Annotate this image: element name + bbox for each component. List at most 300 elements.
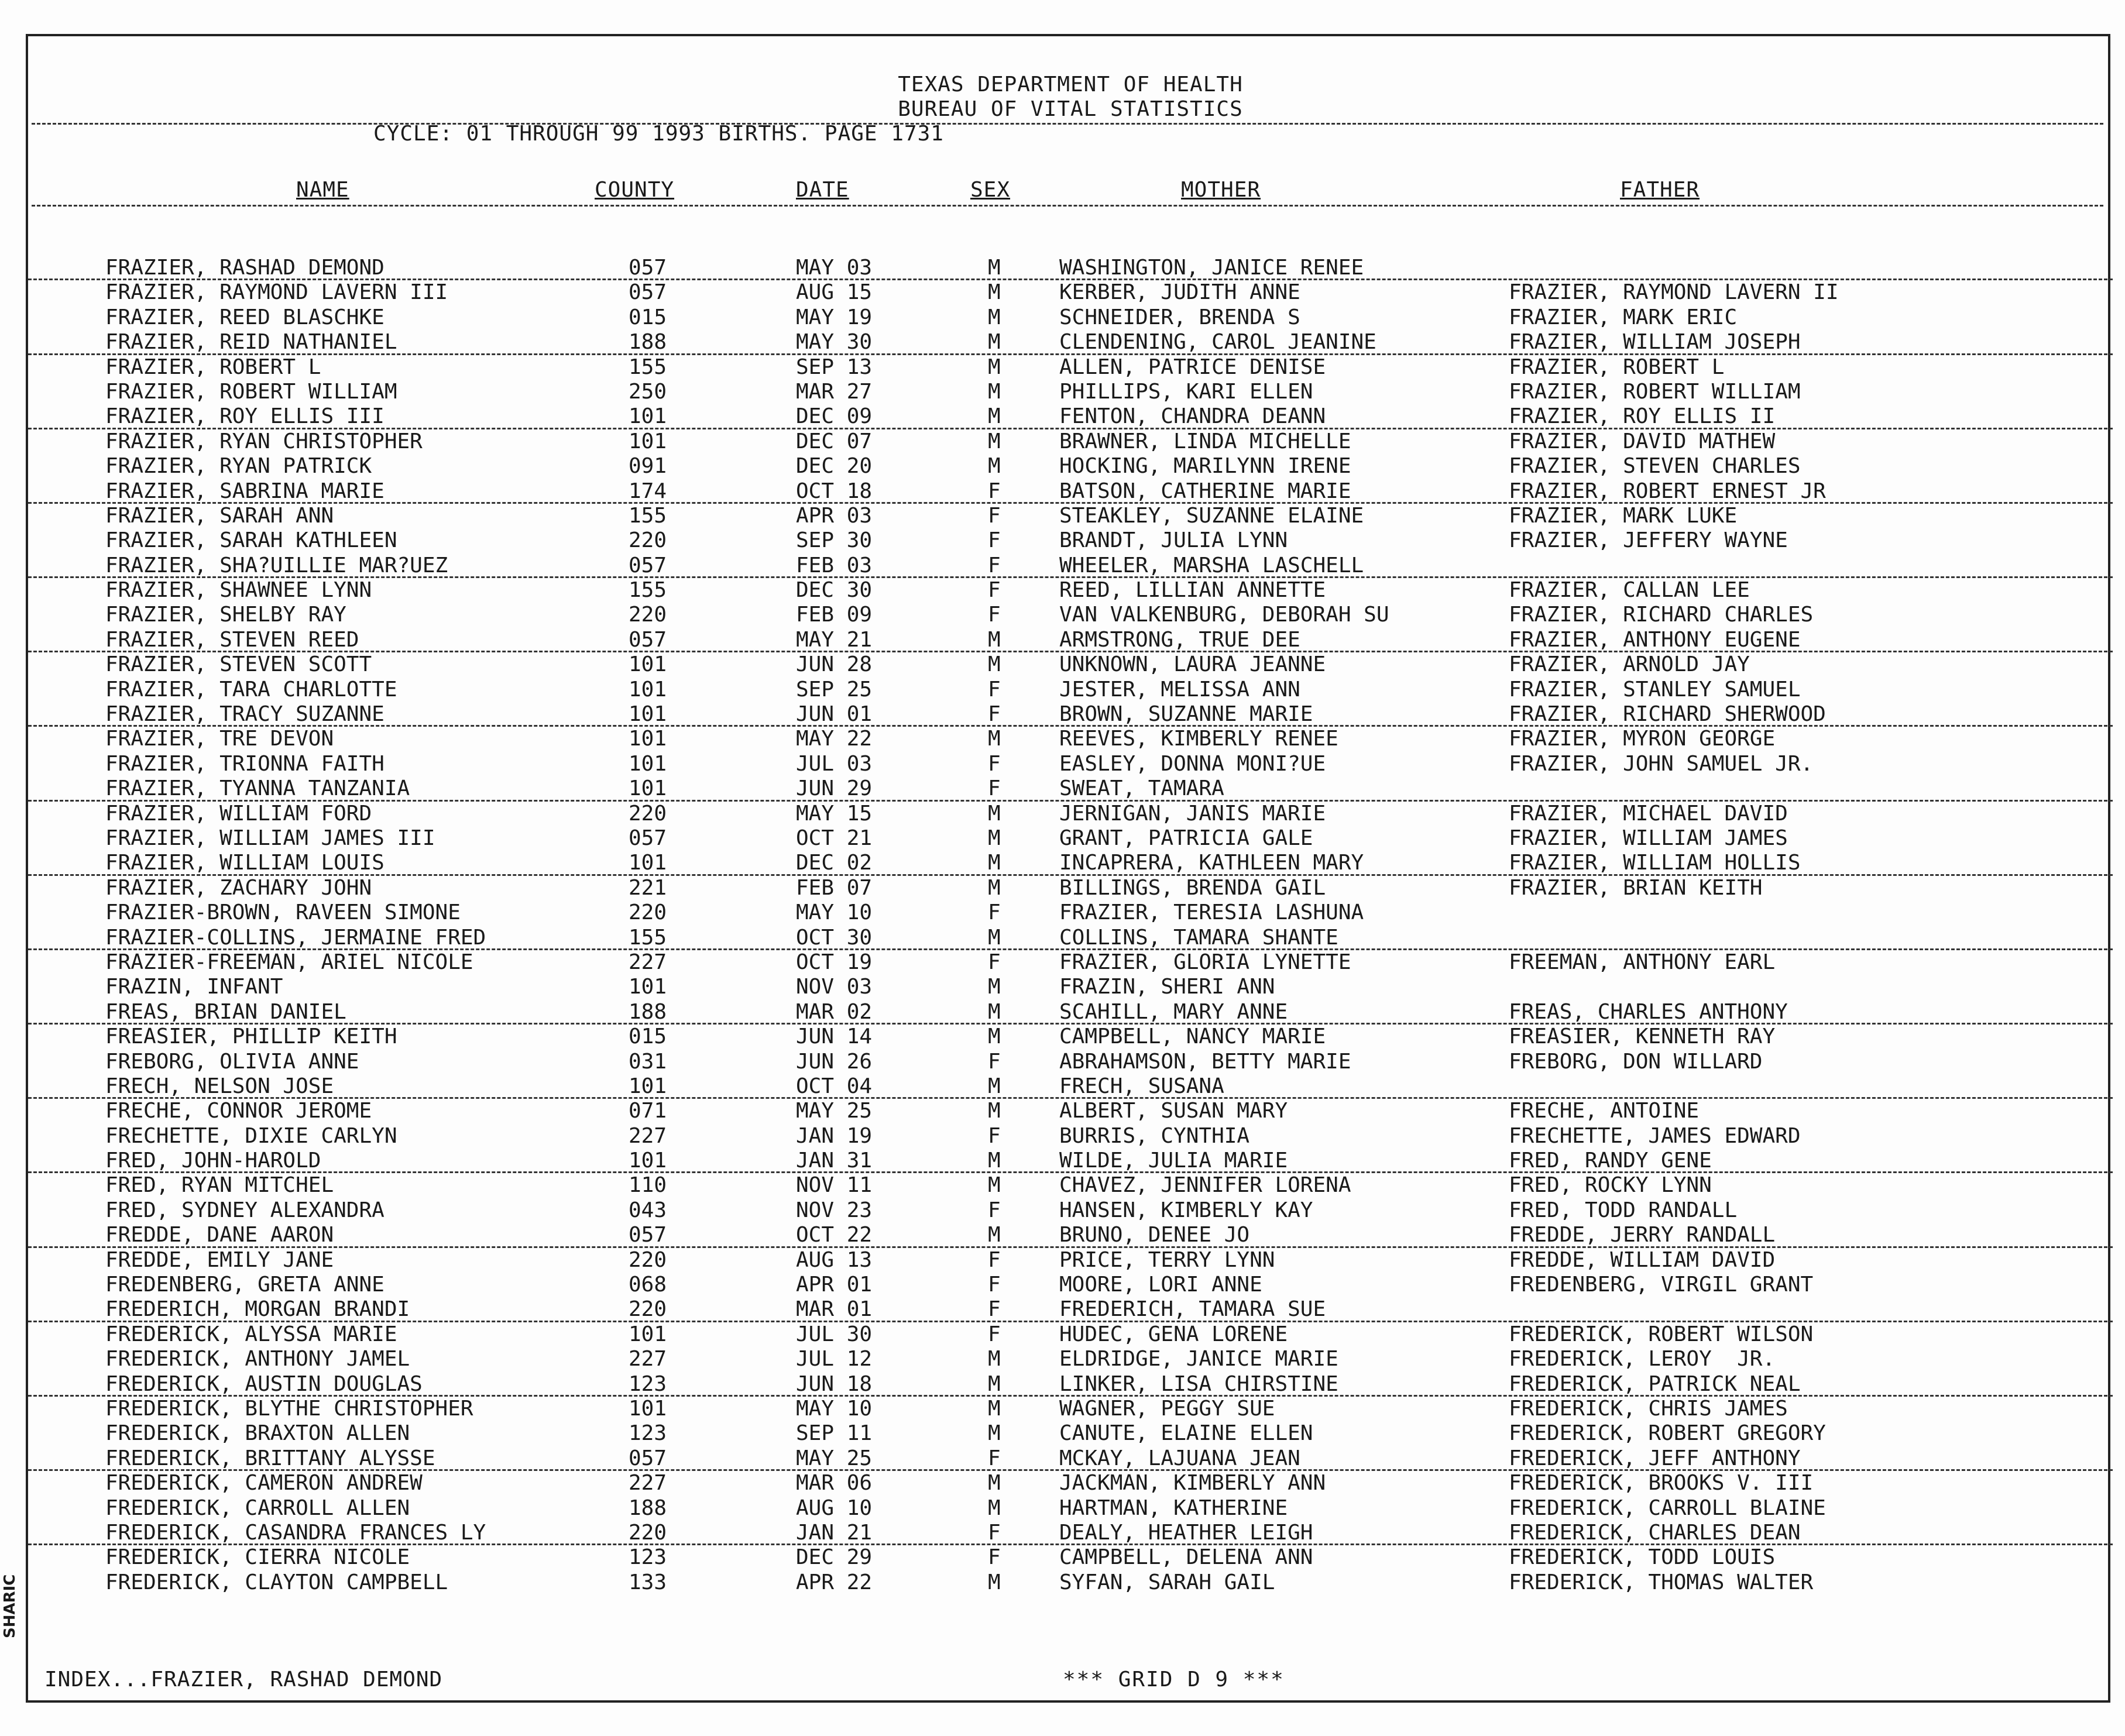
record-sex: F [988, 950, 1001, 974]
record-father: FREBORG, DON WILLARD [1509, 1049, 1763, 1074]
record-mother: FRAZIER, TERESIA LASHUNA [1059, 900, 1364, 925]
record-father: FRAZIER, CALLAN LEE [1509, 578, 1750, 603]
record-date: MAY 25 [796, 1446, 873, 1470]
record-row [28, 926, 2113, 950]
record-county: 220 [629, 528, 667, 553]
record-mother: WASHINGTON, JANICE RENEE [1059, 256, 1364, 280]
record-father: FRAZIER, RICHARD SHERWOOD [1509, 702, 1826, 727]
record-date: MAR 02 [796, 999, 873, 1024]
record-county: 057 [629, 627, 667, 652]
record-row [28, 1223, 2113, 1247]
record-name: FRAZIN, INFANT [105, 975, 283, 999]
record-date: JUL 12 [796, 1347, 873, 1371]
record-name: FREDERICK, ANTHONY JAMEL [105, 1347, 410, 1371]
record-date: SEP 25 [796, 677, 873, 702]
record-county: 220 [629, 1247, 667, 1272]
record-name: FRAZIER, TYANNA TANZANIA [105, 776, 410, 801]
record-date: JAN 31 [796, 1149, 873, 1173]
record-sex: M [988, 1149, 1001, 1173]
record-row [28, 900, 2113, 925]
record-name: FRAZIER, STEVEN REED [105, 627, 359, 652]
record-row [28, 1297, 2113, 1322]
record-father: FRECHETTE, JAMES EDWARD [1509, 1123, 1801, 1148]
record-date: AUG 13 [796, 1247, 873, 1272]
record-sex: M [988, 826, 1001, 850]
record-mother: FREDERICH, TAMARA SUE [1059, 1297, 1326, 1322]
record-mother: SCHNEIDER, BRENDA S [1059, 305, 1300, 329]
record-name: FRAZIER, WILLIAM LOUIS [105, 851, 385, 875]
record-county: 101 [629, 751, 667, 776]
record-mother: GRANT, PATRICIA GALE [1059, 826, 1313, 850]
record-row [28, 851, 2113, 875]
record-county: 057 [629, 1446, 667, 1470]
record-sex: M [988, 305, 1001, 329]
record-father: FREDERICK, CHRIS JAMES [1509, 1396, 1788, 1421]
record-mother: HOCKING, MARILYNN IRENE [1059, 454, 1351, 479]
record-county: 227 [629, 1471, 667, 1496]
record-row [28, 280, 2113, 305]
record-county: 101 [629, 776, 667, 801]
record-sex: M [988, 1347, 1001, 1371]
record-father: FREDERICK, PATRICK NEAL [1509, 1371, 1801, 1396]
record-name: FREDERICK, BRITTANY ALYSSE [105, 1446, 435, 1470]
record-county: 220 [629, 1520, 667, 1545]
record-row [28, 950, 2113, 975]
record-date: MAY 10 [796, 900, 873, 925]
record-county: 227 [629, 950, 667, 974]
record-date: MAY 15 [796, 801, 873, 826]
record-father: FREEMAN, ANTHONY EARL [1509, 950, 1776, 974]
record-row [28, 479, 2113, 504]
record-date: APR 22 [796, 1570, 873, 1594]
record-mother: COLLINS, TAMARA SHANTE [1059, 925, 1338, 950]
record-father: FREDERICK, CARROLL BLAINE [1509, 1496, 1826, 1520]
record-name: FRAZIER-FREEMAN, ARIEL NICOLE [105, 950, 473, 974]
record-county: 227 [629, 1347, 667, 1371]
record-father: FREDERICK, CHARLES DEAN [1509, 1520, 1801, 1545]
column-header-father: FATHER [1620, 178, 1700, 202]
record-county: 188 [629, 1496, 667, 1520]
record-date: NOV 23 [796, 1198, 873, 1222]
record-sex: F [988, 900, 1001, 925]
record-father: FRAZIER, JEFFERY WAYNE [1509, 528, 1788, 553]
record-name: FREAS, BRIAN DANIEL [105, 999, 346, 1024]
record-county: 227 [629, 1123, 667, 1148]
record-date: JUN 29 [796, 776, 873, 801]
record-date: DEC 09 [796, 404, 873, 429]
record-county: 221 [629, 875, 667, 900]
record-county: 057 [629, 553, 667, 577]
record-county: 068 [629, 1273, 667, 1297]
record-date: MAR 01 [796, 1297, 873, 1322]
record-mother: EASLEY, DONNA MONI?UE [1059, 751, 1326, 776]
record-father: FREASIER, KENNETH RAY [1509, 1025, 1776, 1049]
record-row [28, 305, 2113, 330]
record-county: 057 [629, 280, 667, 305]
record-date: APR 03 [796, 503, 873, 528]
record-sex: M [988, 652, 1001, 677]
record-row [28, 876, 2113, 900]
column-header-date: DATE [796, 178, 849, 202]
record-name: FREDERICH, MORGAN BRANDI [105, 1297, 410, 1322]
record-county: 101 [629, 851, 667, 875]
record-county: 133 [629, 1570, 667, 1594]
record-county: 101 [629, 975, 667, 999]
record-mother: SCAHILL, MARY ANNE [1059, 999, 1288, 1024]
record-sex: F [988, 677, 1001, 702]
record-name: FRAZIER, WILLIAM JAMES III [105, 826, 435, 850]
record-date: OCT 22 [796, 1223, 873, 1247]
record-county: 123 [629, 1371, 667, 1396]
record-mother: VAN VALKENBURG, DEBORAH SU [1059, 603, 1389, 627]
record-county: 101 [629, 404, 667, 429]
record-sex: M [988, 1421, 1001, 1446]
record-sex: F [988, 1198, 1001, 1222]
record-father: FREDERICK, ROBERT GREGORY [1509, 1421, 1826, 1446]
record-row [28, 1248, 2113, 1273]
record-mother: ARMSTRONG, TRUE DEE [1059, 627, 1300, 652]
record-sex: M [988, 1223, 1001, 1247]
record-county: 110 [629, 1173, 667, 1198]
record-name: FRAZIER, REED BLASCHKE [105, 305, 385, 329]
record-row [28, 628, 2113, 652]
record-father: FRAZIER, ROBERT L [1509, 355, 1725, 379]
record-father: FRAZIER, STEVEN CHARLES [1509, 454, 1801, 479]
record-row [28, 256, 2113, 280]
record-sex: M [988, 379, 1001, 404]
record-mother: FENTON, CHANDRA DEANN [1059, 404, 1326, 429]
record-sex: M [988, 1496, 1001, 1520]
record-name: FRAZIER, SHELBY RAY [105, 603, 346, 627]
record-row [28, 330, 2113, 355]
record-father: FREDERICK, JEFF ANTHONY [1509, 1446, 1801, 1470]
record-sex: F [988, 1545, 1001, 1570]
record-date: JUN 18 [796, 1371, 873, 1396]
record-mother: KERBER, JUDITH ANNE [1059, 280, 1300, 305]
record-mother: REEVES, KIMBERLY RENEE [1059, 727, 1338, 751]
record-row [28, 380, 2113, 404]
record-row [28, 1074, 2113, 1099]
agency-title: TEXAS DEPARTMENT OF HEALTH [898, 73, 1243, 97]
record-father: FRAZIER, RICHARD CHARLES [1509, 603, 1814, 627]
record-county: 031 [629, 1049, 667, 1074]
record-date: FEB 09 [796, 603, 873, 627]
record-sex: F [988, 776, 1001, 801]
record-mother: MOORE, LORI ANNE [1059, 1273, 1262, 1297]
record-mother: LINKER, LISA CHIRSTINE [1059, 1371, 1338, 1396]
record-sex: M [988, 999, 1001, 1024]
record-name: FREDERICK, ALYSSA MARIE [105, 1322, 397, 1346]
record-county: 188 [629, 999, 667, 1024]
record-date: SEP 30 [796, 528, 873, 553]
record-row [28, 652, 2113, 677]
record-mother: ELDRIDGE, JANICE MARIE [1059, 1347, 1338, 1371]
record-row [28, 752, 2113, 776]
record-sex: F [988, 528, 1001, 553]
record-mother: ALLEN, PATRICE DENISE [1059, 355, 1326, 379]
record-name: FRAZIER, ZACHARY JOHN [105, 875, 372, 900]
record-mother: ALBERT, SUSAN MARY [1059, 1099, 1288, 1123]
record-date: AUG 15 [796, 280, 873, 305]
record-date: NOV 03 [796, 975, 873, 999]
record-mother: DEALY, HEATHER LEIGH [1059, 1520, 1313, 1545]
record-row [28, 1521, 2113, 1545]
record-father: FRAZIER, MICHAEL DAVID [1509, 801, 1788, 826]
record-father: FRAZIER, WILLIAM JOSEPH [1509, 330, 1801, 355]
column-header-county: COUNTY [595, 178, 675, 202]
record-mother: HANSEN, KIMBERLY KAY [1059, 1198, 1313, 1222]
record-date: JUN 01 [796, 702, 873, 727]
record-name: FREDDE, DANE AARON [105, 1223, 334, 1247]
record-date: JUN 14 [796, 1025, 873, 1049]
record-row [28, 1273, 2113, 1297]
record-date: JAN 21 [796, 1520, 873, 1545]
record-row [28, 1173, 2113, 1198]
record-date: MAY 22 [796, 727, 873, 751]
column-header-sex: SEX [970, 178, 1011, 202]
record-date: APR 01 [796, 1273, 873, 1297]
record-name: FRAZIER, SARAH ANN [105, 503, 334, 528]
record-sex: M [988, 1074, 1001, 1098]
record-mother: BURRIS, CYNTHIA [1059, 1123, 1250, 1148]
record-sex: F [988, 479, 1001, 503]
record-sex: M [988, 404, 1001, 429]
record-mother: CAMPBELL, NANCY MARIE [1059, 1025, 1326, 1049]
record-name: FRAZIER, RYAN CHRISTOPHER [105, 429, 423, 453]
record-sex: M [988, 454, 1001, 479]
record-sex: M [988, 355, 1001, 379]
record-row [28, 578, 2113, 603]
record-mother: BILLINGS, BRENDA GAIL [1059, 875, 1326, 900]
record-county: 101 [629, 1149, 667, 1173]
record-row [28, 554, 2113, 578]
record-county: 174 [629, 479, 667, 503]
record-mother: BATSON, CATHERINE MARIE [1059, 479, 1351, 503]
record-date: AUG 10 [796, 1496, 873, 1520]
record-name: FRAZIER, ROBERT L [105, 355, 321, 379]
record-father: FREDERICK, BROOKS V. III [1509, 1471, 1814, 1496]
record-date: OCT 21 [796, 826, 873, 850]
record-name: FREDDE, EMILY JANE [105, 1247, 334, 1272]
record-mother: FRAZIER, GLORIA LYNETTE [1059, 950, 1351, 974]
record-date: OCT 18 [796, 479, 873, 503]
record-mother: CAMPBELL, DELENA ANN [1059, 1545, 1313, 1570]
record-sex: M [988, 1099, 1001, 1123]
record-county: 155 [629, 355, 667, 379]
record-county: 015 [629, 305, 667, 329]
record-mother: SWEAT, TAMARA [1059, 776, 1224, 801]
record-row [28, 528, 2113, 553]
record-county: 101 [629, 1074, 667, 1098]
record-county: 220 [629, 1297, 667, 1322]
record-row [28, 1446, 2113, 1471]
record-name: FRAZIER, RASHAD DEMOND [105, 256, 385, 280]
record-mother: UNKNOWN, LAURA JEANNE [1059, 652, 1326, 677]
record-sex: F [988, 578, 1001, 603]
record-father: FRED, RANDY GENE [1509, 1149, 1712, 1173]
record-date: SEP 13 [796, 355, 873, 379]
record-sex: F [988, 1273, 1001, 1297]
record-name: FRED, JOHN-HAROLD [105, 1149, 321, 1173]
record-name: FRAZIER-COLLINS, JERMAINE FRED [105, 925, 486, 950]
record-county: 057 [629, 826, 667, 850]
record-date: MAY 25 [796, 1099, 873, 1123]
record-father: FREDENBERG, VIRGIL GRANT [1509, 1273, 1814, 1297]
record-sex: F [988, 603, 1001, 627]
record-county: 091 [629, 454, 667, 479]
record-row [28, 727, 2113, 751]
record-county: 220 [629, 900, 667, 925]
record-sex: F [988, 1247, 1001, 1272]
record-county: 015 [629, 1025, 667, 1049]
record-name: FREDENBERG, GRETA ANNE [105, 1273, 385, 1297]
record-mother: CANUTE, ELAINE ELLEN [1059, 1421, 1313, 1446]
record-row [28, 702, 2113, 727]
record-date: MAY 30 [796, 330, 873, 355]
record-sex: M [988, 1371, 1001, 1396]
record-date: DEC 30 [796, 578, 873, 603]
record-name: FRAZIER-BROWN, RAVEEN SIMONE [105, 900, 461, 925]
record-name: FREDERICK, CAMERON ANDREW [105, 1471, 423, 1496]
record-name: FRAZIER, SARAH KATHLEEN [105, 528, 397, 553]
record-row [28, 1000, 2113, 1025]
record-county: 155 [629, 503, 667, 528]
record-name: FREDERICK, BRAXTON ALLEN [105, 1421, 410, 1446]
record-name: FRECH, NELSON JOSE [105, 1074, 334, 1098]
record-mother: JACKMAN, KIMBERLY ANN [1059, 1471, 1326, 1496]
record-row [28, 1025, 2113, 1049]
record-mother: FRECH, SUSANA [1059, 1074, 1224, 1098]
record-sex: M [988, 256, 1001, 280]
record-mother: ABRAHAMSON, BETTY MARIE [1059, 1049, 1351, 1074]
record-county: 155 [629, 578, 667, 603]
record-date: DEC 02 [796, 851, 873, 875]
footer-index: INDEX...FRAZIER, RASHAD DEMOND [44, 1668, 443, 1692]
record-date: OCT 30 [796, 925, 873, 950]
record-mother: FRAZIN, SHERI ANN [1059, 975, 1275, 999]
record-mother: STEAKLEY, SUZANNE ELAINE [1059, 503, 1364, 528]
record-county: 101 [629, 1396, 667, 1421]
record-father: FRAZIER, MYRON GEORGE [1509, 727, 1776, 751]
record-county: 220 [629, 801, 667, 826]
record-mother: BRANDT, JULIA LYNN [1059, 528, 1288, 553]
record-sex: F [988, 1520, 1001, 1545]
record-mother: CHAVEZ, JENNIFER LORENA [1059, 1173, 1351, 1198]
record-father: FRAZIER, MARK ERIC [1509, 305, 1738, 329]
record-row [28, 1570, 2113, 1595]
record-county: 057 [629, 256, 667, 280]
record-father: FREDERICK, TODD LOUIS [1509, 1545, 1776, 1570]
record-row [28, 454, 2113, 479]
record-father: FREDERICK, ROBERT WILSON [1509, 1322, 1814, 1346]
record-name: FREDERICK, BLYTHE CHRISTOPHER [105, 1396, 473, 1421]
record-father: FRAZIER, MARK LUKE [1509, 503, 1738, 528]
record-sex: F [988, 1322, 1001, 1346]
record-date: MAY 19 [796, 305, 873, 329]
record-county: 123 [629, 1421, 667, 1446]
record-row [28, 1198, 2113, 1223]
header-divider [32, 123, 2103, 125]
record-father: FRAZIER, BRIAN KEITH [1509, 875, 1763, 900]
record-county: 250 [629, 379, 667, 404]
record-sex: M [988, 627, 1001, 652]
record-row [28, 826, 2113, 851]
record-date: OCT 19 [796, 950, 873, 974]
record-row [28, 1347, 2113, 1371]
record-name: FRAZIER, STEVEN SCOTT [105, 652, 372, 677]
record-mother: PRICE, TERRY LYNN [1059, 1247, 1275, 1272]
record-date: MAY 03 [796, 256, 873, 280]
record-county: 071 [629, 1099, 667, 1123]
record-mother: INCAPRERA, KATHLEEN MARY [1059, 851, 1364, 875]
record-mother: HUDEC, GENA LORENE [1059, 1322, 1288, 1346]
record-date: DEC 20 [796, 454, 873, 479]
record-father: FREDDE, JERRY RANDALL [1509, 1223, 1776, 1247]
record-date: JUL 03 [796, 751, 873, 776]
record-date: JUN 28 [796, 652, 873, 677]
record-father: FREDDE, WILLIAM DAVID [1509, 1247, 1776, 1272]
record-name: FRAZIER, SHA?UILLIE MAR?UEZ [105, 553, 448, 577]
record-name: FREDERICK, CARROLL ALLEN [105, 1496, 410, 1520]
record-row [28, 1322, 2113, 1347]
birth-records-list [28, 256, 2113, 1595]
record-father: FRAZIER, DAVID MATHEW [1509, 429, 1776, 453]
record-row [28, 1124, 2113, 1149]
record-father: FRECHE, ANTOINE [1509, 1099, 1700, 1123]
record-name: FRAZIER, RAYMOND LAVERN III [105, 280, 448, 305]
record-father: FRAZIER, ROY ELLIS II [1509, 404, 1776, 429]
cycle-line: CYCLE: 01 THROUGH 99 1993 BIRTHS. PAGE 1731 [373, 122, 944, 146]
record-row [28, 975, 2113, 999]
record-sex: F [988, 1123, 1001, 1148]
record-sex: M [988, 280, 1001, 305]
record-row [28, 776, 2113, 801]
record-date: DEC 07 [796, 429, 873, 453]
bureau-title: BUREAU OF VITAL STATISTICS [898, 97, 1243, 121]
record-row [28, 355, 2113, 380]
record-row [28, 404, 2113, 429]
record-row [28, 678, 2113, 702]
record-sex: M [988, 925, 1001, 950]
record-name: FRAZIER, SABRINA MARIE [105, 479, 385, 503]
record-name: FREDERICK, AUSTIN DOUGLAS [105, 1371, 423, 1396]
record-date: DEC 29 [796, 1545, 873, 1570]
record-row [28, 1421, 2113, 1446]
record-county: 101 [629, 652, 667, 677]
footer-grid: *** GRID D 9 *** [1063, 1668, 1285, 1692]
record-mother: PHILLIPS, KARI ELLEN [1059, 379, 1313, 404]
record-name: FRAZIER, SHAWNEE LYNN [105, 578, 372, 603]
record-sex: M [988, 1570, 1001, 1594]
record-sex: F [988, 503, 1001, 528]
record-date: MAY 21 [796, 627, 873, 652]
record-row [28, 1149, 2113, 1173]
record-county: 101 [629, 702, 667, 727]
record-name: FREDERICK, CIERRA NICOLE [105, 1545, 410, 1570]
record-row [28, 802, 2113, 826]
record-sex: M [988, 875, 1001, 900]
record-sex: M [988, 429, 1001, 453]
record-sex: M [988, 1025, 1001, 1049]
record-row [28, 603, 2113, 627]
column-header-divider [32, 205, 2103, 207]
record-father: FRAZIER, ANTHONY EUGENE [1509, 627, 1801, 652]
record-mother: WILDE, JULIA MARIE [1059, 1149, 1288, 1173]
record-date: JUL 30 [796, 1322, 873, 1346]
record-row [28, 1397, 2113, 1421]
record-date: MAR 06 [796, 1471, 873, 1496]
record-row [28, 1050, 2113, 1074]
